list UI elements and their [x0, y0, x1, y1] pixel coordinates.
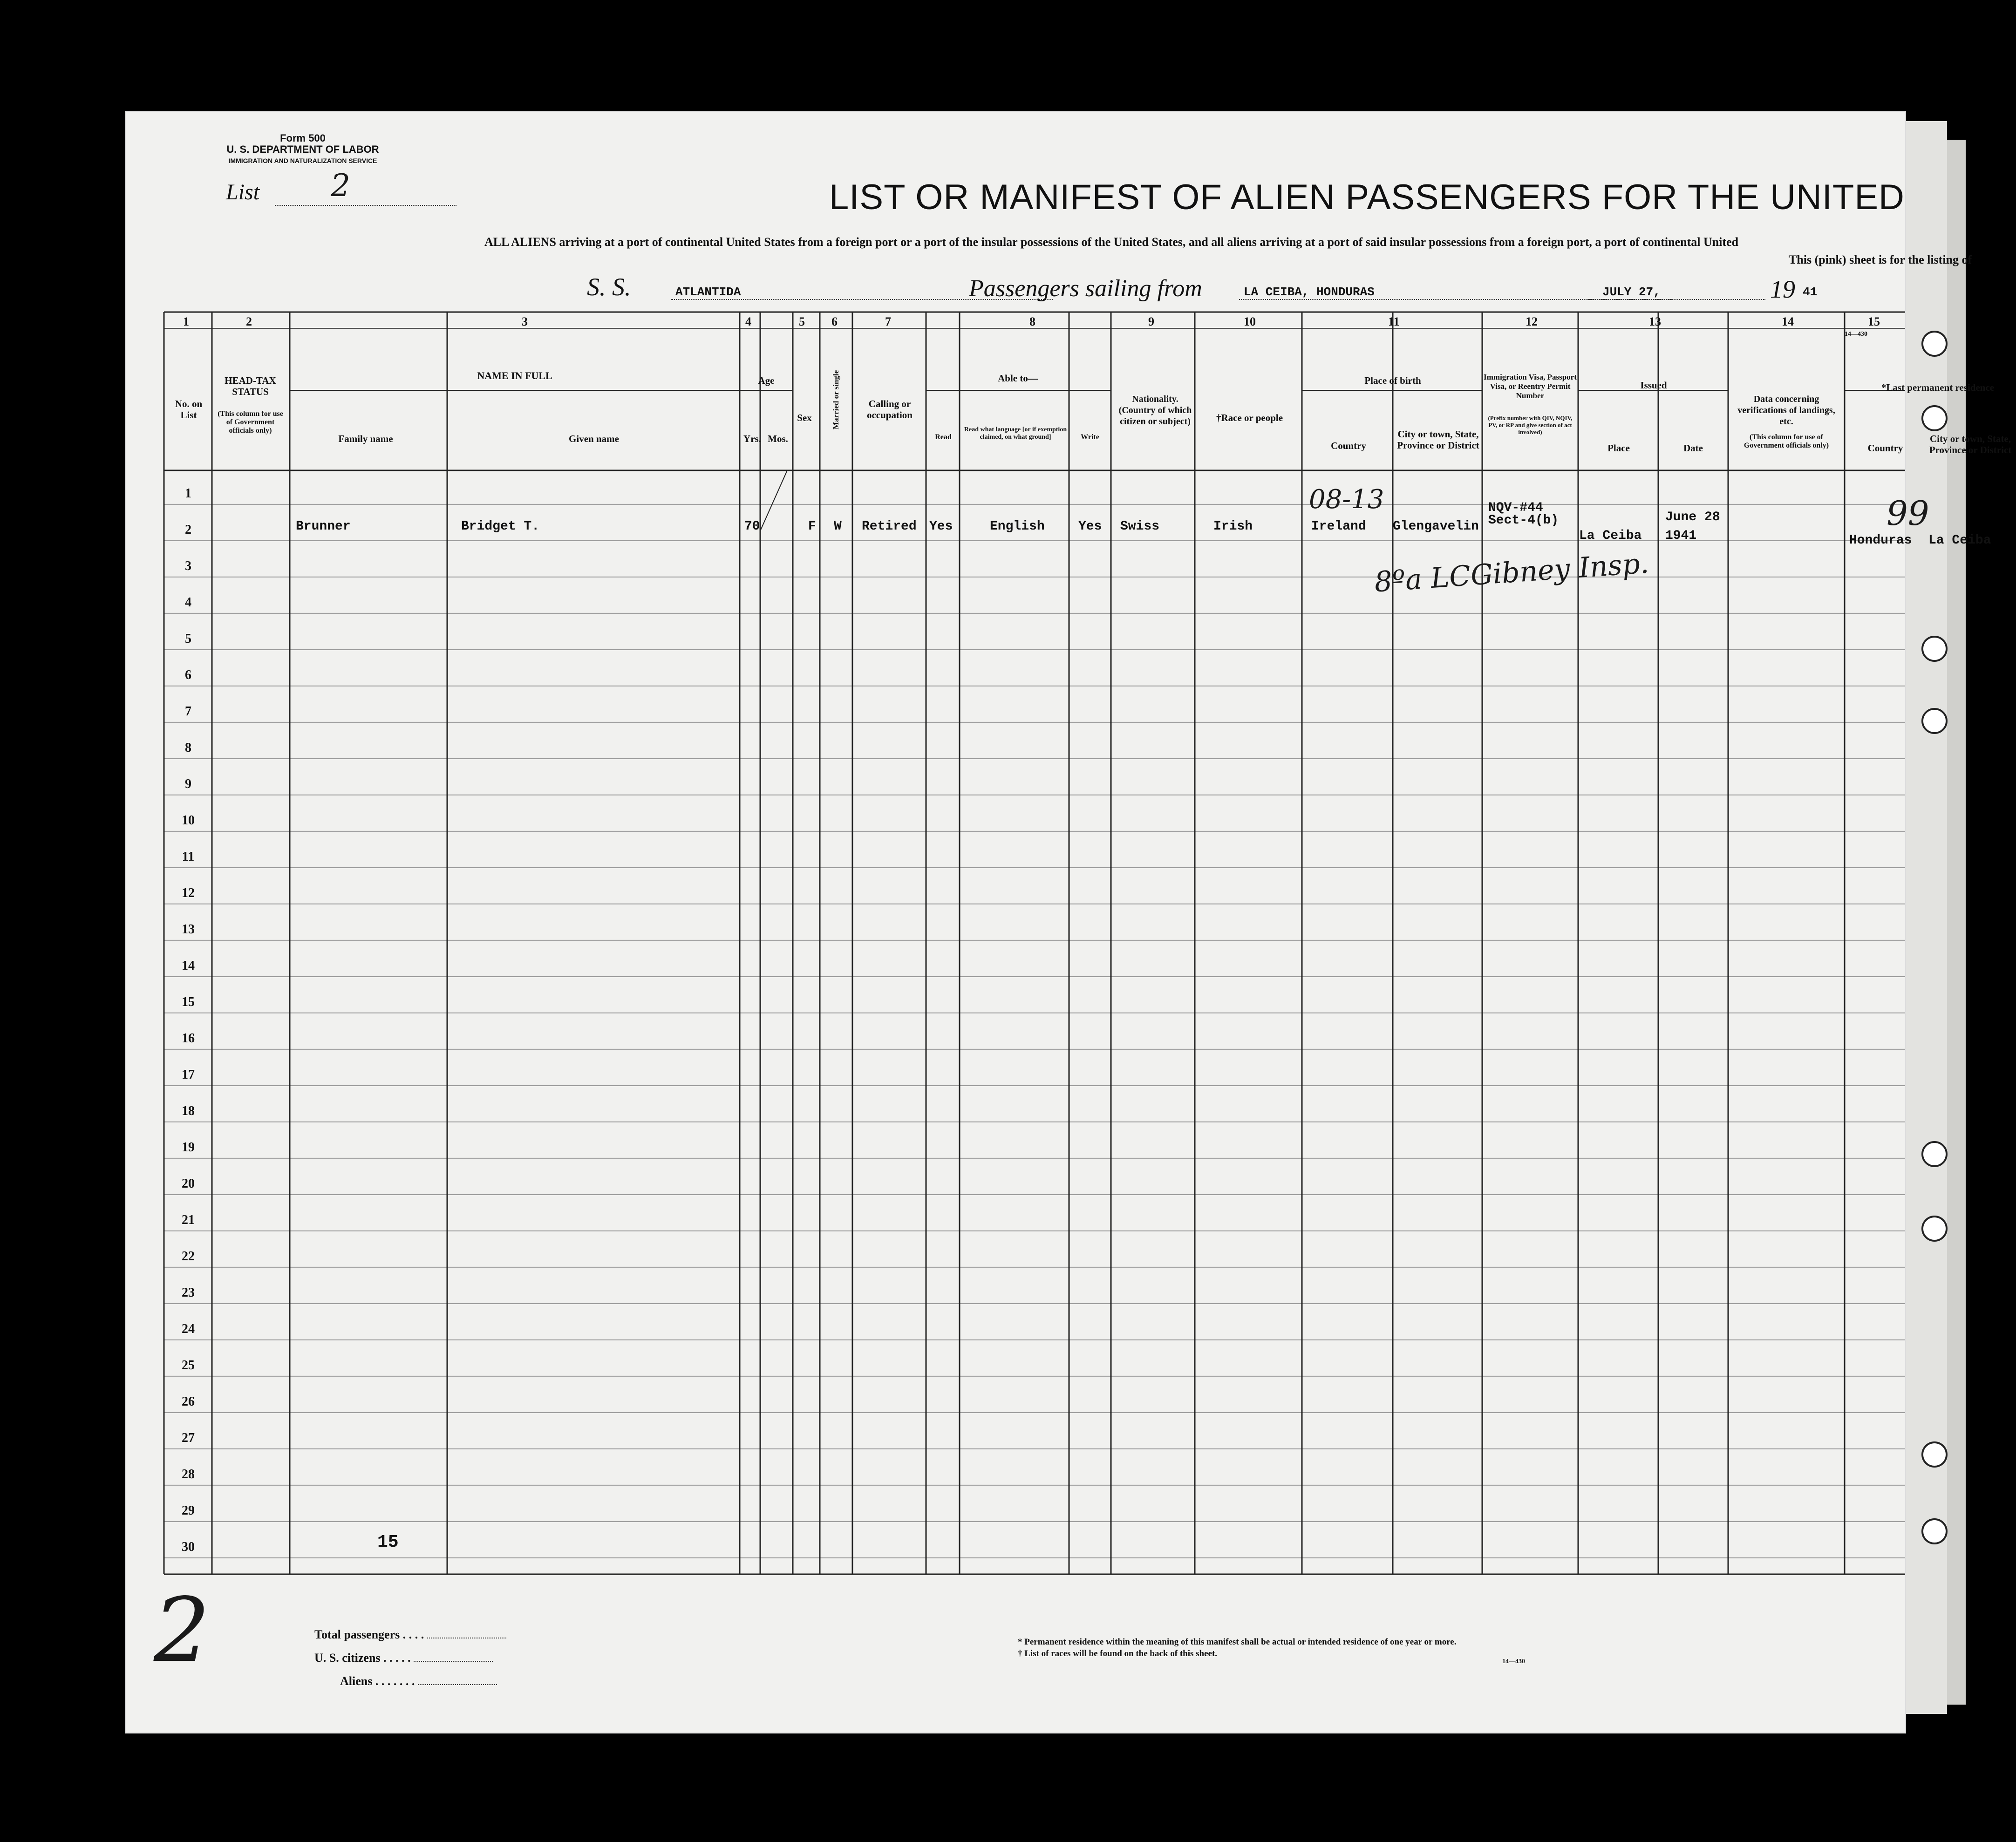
total-passengers-label: Total passengers . . . .: [314, 1628, 506, 1642]
table-grid: [126, 112, 1905, 1733]
footnote-races: † List of races will be found on the back of this sheet.: [1018, 1649, 1218, 1658]
hdr-mos: Mos.: [768, 433, 788, 444]
hdr-residence: *Last permanent residence: [1881, 382, 1995, 393]
sailing-label: Passengers sailing from: [969, 275, 1202, 302]
family-name: Brunner: [296, 519, 351, 534]
row28-count: 15: [377, 1532, 399, 1552]
row-number: 18: [182, 1103, 195, 1118]
row-number: 28: [182, 1467, 195, 1482]
issued-date-month: June 28: [1665, 510, 1720, 524]
ss-label: S. S.: [587, 273, 631, 301]
column-number: 6: [831, 315, 838, 328]
footnote-residence: * Permanent residence within the meaning of this manifest shall be actual or intended residence of one year or more.: [1018, 1637, 1457, 1647]
row-number: 21: [182, 1212, 195, 1227]
age-years: 70: [744, 519, 760, 534]
handwritten-inspector-note: 8ºa LCGibney Insp.: [1373, 547, 1650, 599]
row-number: 16: [182, 1031, 195, 1046]
hdr-sex: Sex: [797, 412, 812, 423]
row-number: 25: [182, 1358, 195, 1373]
column-number: 14: [1782, 315, 1794, 328]
row-number: 26: [182, 1394, 195, 1409]
row-number: 20: [182, 1176, 195, 1191]
column-number: 10: [1244, 315, 1256, 328]
column-number: 2: [246, 315, 252, 328]
hdr-race: †Race or people: [1216, 412, 1283, 423]
column-number: 12: [1526, 315, 1538, 328]
ship-name: ATLANTIDA: [675, 285, 741, 299]
issued-date-year: 1941: [1665, 529, 1697, 543]
page-title: LIST OR MANIFEST OF ALIEN PASSENGERS FOR THE UNITED: [829, 177, 1905, 217]
binder-hole-icon: [1921, 1141, 1948, 1167]
hdr-name-in-full: NAME IN FULL: [477, 370, 552, 381]
row-number: 27: [182, 1430, 195, 1445]
hdr-nationality: Nationality. (Country of which citizen or subject): [1118, 394, 1192, 427]
handwritten-birth-code: 08-13: [1309, 484, 1384, 515]
hdr-married: Married or single: [831, 370, 840, 429]
row-number: 19: [182, 1140, 195, 1155]
occupation: Retired: [862, 519, 917, 534]
residence-country: Honduras: [1849, 533, 1912, 548]
service: IMMIGRATION AND NATURALIZATION SERVICE: [228, 157, 377, 164]
birth-country: Ireland: [1311, 519, 1366, 534]
hdr-head-tax: HEAD-TAX STATUS: [225, 375, 276, 397]
page-edge-shadow: [1947, 140, 1966, 1705]
row-number: 4: [185, 595, 191, 610]
given-name: Bridget T.: [461, 519, 540, 534]
row-number: 14: [182, 958, 195, 973]
row-number: 29: [182, 1503, 195, 1518]
row-number: 17: [182, 1067, 195, 1082]
binder-hole-icon: [1921, 708, 1948, 734]
list-number: 2: [331, 168, 350, 204]
residence-city: La Ceiba: [1928, 533, 1991, 548]
can-read: Yes: [929, 519, 953, 534]
hdr-visa: Immigration Visa, Passport Visa, or Reentry Permit Number: [1484, 373, 1577, 400]
row-number: 12: [182, 885, 195, 900]
hdr-read: Read: [935, 433, 952, 441]
binder-hole-icon: [1921, 1441, 1948, 1468]
race: Irish: [1213, 519, 1253, 534]
row-number: 3: [185, 558, 191, 573]
can-write: Yes: [1078, 519, 1102, 534]
binder-hole-icon: [1921, 1518, 1948, 1544]
handwritten-page-mark: 2: [154, 1579, 210, 1682]
hdr-res-city: City or town, State, Province or District: [1929, 433, 2012, 455]
form-number: Form 500: [280, 132, 326, 144]
visa-section: Sect-4(b): [1488, 513, 1559, 528]
nationality: Swiss: [1120, 519, 1160, 534]
list-label: List: [226, 180, 260, 204]
handwritten-residence-code: 99: [1887, 494, 1929, 533]
department: U. S. DEPARTMENT OF LABOR: [226, 143, 379, 155]
hdr-place-of-birth: Place of birth: [1364, 375, 1421, 386]
binder-hole-icon: [1921, 331, 1948, 357]
hdr-able-to: Able to—: [998, 373, 1038, 384]
year-prefix: 19: [1770, 275, 1795, 303]
row-number: 7: [185, 704, 191, 719]
page-edge: [1905, 121, 1947, 1714]
hdr-read-language: Read what language [or if exemption claimed, on what ground]: [964, 426, 1067, 441]
column-number: 13: [1649, 315, 1661, 328]
row-number: 6: [185, 667, 191, 682]
column-number: 8: [1029, 315, 1035, 328]
footnote-code: 14—430: [1502, 1658, 1525, 1665]
row-number: 30: [182, 1539, 195, 1554]
row-number: 22: [182, 1249, 195, 1264]
column-number: 4: [745, 315, 751, 328]
binder-hole-icon: [1921, 1216, 1948, 1242]
row-number: 5: [185, 631, 191, 646]
us-citizens-label: U. S. citizens . . . . .: [314, 1651, 493, 1665]
hdr-visa-note: (Prefix number with QIV, NQIV, PV, or RP and give section of act involved): [1488, 415, 1573, 435]
hdr-country: Country: [1331, 440, 1366, 451]
row-number: 15: [182, 994, 195, 1009]
hdr-date: Date: [1683, 442, 1703, 454]
birth-city: Glengavelin: [1393, 519, 1479, 534]
row-number: 11: [182, 849, 195, 864]
form-code-top: 14—430: [1845, 331, 1867, 338]
row-number: 8: [185, 740, 191, 755]
hdr-no-on-list: No. on List: [175, 398, 203, 421]
port: LA CEIBA, HONDURAS: [1244, 285, 1375, 299]
hdr-family-name: Family name: [338, 433, 393, 444]
subtitle-line1: ALL ALIENS arriving at a port of continental United States from a foreign port or a port of the insular possessions of the United States, and all aliens arriving at a port of said insular possessions from a foreign port, a port of continental United: [484, 235, 1739, 249]
binder-hole-icon: [1921, 636, 1948, 662]
sex: F: [808, 519, 816, 534]
hdr-place: Place: [1607, 442, 1630, 454]
aliens-label: Aliens . . . . . . .: [340, 1674, 497, 1688]
subtitle-line2: This (pink) sheet is for the listing of: [1789, 253, 1972, 266]
row-number: 9: [185, 776, 191, 791]
column-number: 1: [183, 315, 189, 328]
hdr-yrs: Yrs.: [743, 433, 761, 444]
column-number: 3: [522, 315, 528, 328]
binder-hole-icon: [1921, 405, 1948, 431]
row-number: 2: [185, 522, 191, 537]
hdr-landing-note: (This column for use of Government officials only): [1744, 433, 1829, 449]
hdr-res-country: Country: [1867, 442, 1903, 454]
visa-number: NQV-#44: [1488, 501, 1543, 515]
column-number: 9: [1148, 315, 1154, 328]
row-number: 1: [185, 486, 191, 501]
sailing-date: JULY 27,: [1602, 285, 1661, 299]
language: English: [990, 519, 1045, 534]
column-number: 7: [885, 315, 891, 328]
row-number: 24: [182, 1321, 195, 1336]
hdr-city: City or town, State, Province or District: [1397, 428, 1479, 451]
hdr-landing: Data concerning verifications of landings, etc.: [1737, 394, 1835, 427]
column-number: 11: [1388, 315, 1400, 328]
manifest-sheet: [126, 112, 2012, 1733]
hdr-write: Write: [1081, 433, 1099, 441]
hdr-calling: Calling or occupation: [866, 398, 913, 421]
year-suffix: 41: [1803, 285, 1818, 299]
column-number: 15: [1868, 315, 1880, 328]
hdr-given-name: Given name: [569, 433, 619, 444]
row-number: 23: [182, 1285, 195, 1300]
hdr-age: Age: [758, 375, 775, 386]
hdr-head-tax-note: (This column for use of Government officials only): [218, 410, 283, 435]
row-number: 10: [182, 813, 195, 828]
marital-status: W: [834, 519, 842, 534]
issued-place: La Ceiba: [1579, 529, 1642, 543]
column-number: 5: [799, 315, 805, 328]
hdr-issued: Issued: [1640, 380, 1667, 391]
row-number: 13: [182, 922, 195, 937]
